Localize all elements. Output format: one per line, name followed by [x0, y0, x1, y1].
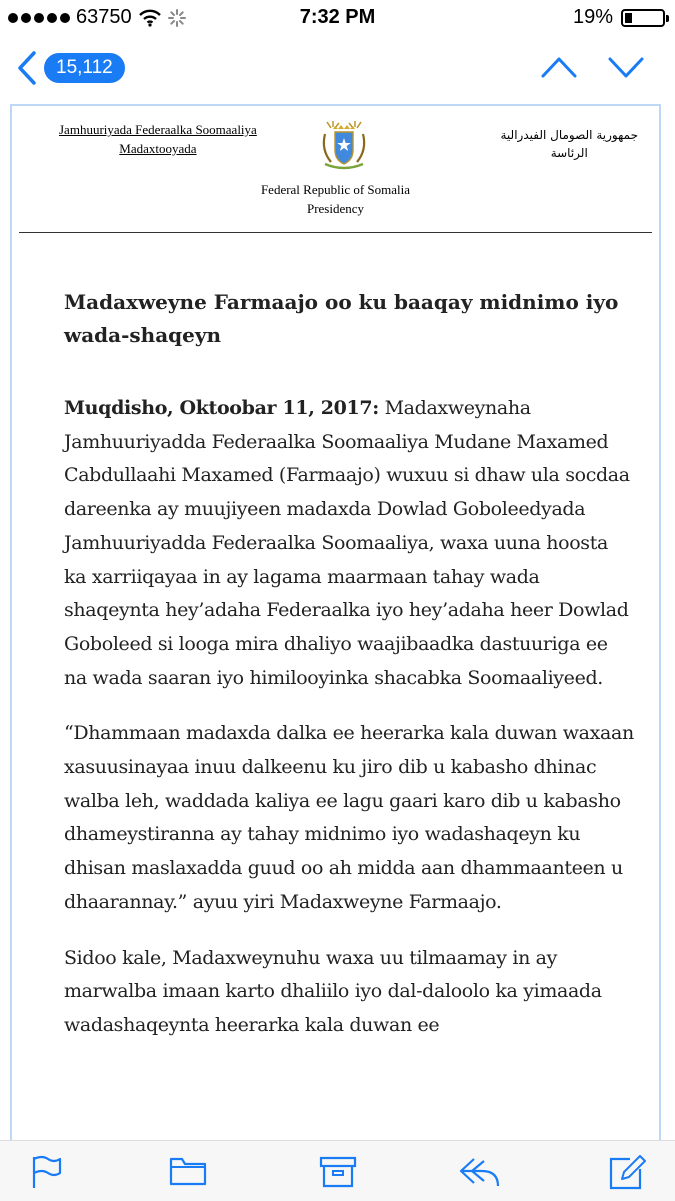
- letterhead-arabic-line2: الرئاسة: [550, 146, 588, 160]
- carrier-label: 63750: [76, 6, 132, 28]
- letterhead-arabic-line1: جمهورية الصومال الفيدرالية: [500, 128, 638, 142]
- article-paragraph: [64, 392, 634, 695]
- article-paragraph-quote: “Dhammaan madaxda dalka ee heerarka kala duwan waxaan xasuusinayaa inuu dalkeenu ku jiro dib u kabasho dhinac walba leh, waddada kaliya ee lagu gaari karo dib u kabasho dhameystiranna ay tahay midnimo iyo wadashaqeyn ku dhisan maslaxadda guud oo ah midda aan dhammaanteen u dhaarannay.” ayuu yiri Madaxweyne Farmaajo.: [64, 722, 634, 913]
- bottom-toolbar: [0, 1140, 675, 1201]
- paragraph-text: Madaxweynaha Jamhuuriyadda Federaalka Soomaaliya Mudane Maxamed Cabdullaahi Maxamed (Farmaajo) wuxuu si dhaw ula socdaa dareenka ay muujiyeen madaxda Dowlad Goboleedyada Jamhuuriyadda Federaalka Soomaaliya, waxa uuna hoosta ka xarriiqayaa in ay lagama maarmaan tahay wada shaqeynta hey’adaha Federaalka iyo hey’adaha heer Dowlad Goboleed si looga mira dhaliyo waajibaadka dastuuriga ee na wada saaran iyo himilooyinka shacabka Soomaaliyeed.: [64, 397, 630, 689]
- compose-icon[interactable]: [608, 1155, 646, 1191]
- clock: 7:32 PM: [299, 6, 376, 28]
- chevron-left-icon: [16, 50, 38, 86]
- unread-count-badge: 15,112: [44, 53, 125, 83]
- letterhead: [19, 106, 652, 233]
- letterhead-english: [19, 180, 652, 218]
- article-headline: Madaxweyne Farmaajo oo ku baaqay midnimo iyo wada-shaqeyn: [64, 290, 619, 347]
- somalia-coat-of-arms-icon: [317, 120, 371, 172]
- chevron-down-icon[interactable]: [607, 54, 645, 80]
- letterhead-somali-line1: Jamhuuriyada Federaalka Soomaaliya: [59, 122, 257, 137]
- folder-icon[interactable]: [168, 1155, 208, 1187]
- battery-level: [625, 13, 632, 23]
- letterhead-somali: [59, 120, 257, 158]
- dateline: Muqdisho, Oktoobar 11, 2017:: [64, 397, 379, 419]
- article-body: [64, 286, 634, 1065]
- battery-icon: [621, 9, 665, 27]
- mail-nav-bar: [0, 36, 675, 102]
- letterhead-english-line1: Federal Republic of Somalia: [260, 182, 411, 197]
- status-right: [573, 6, 665, 29]
- archive-icon[interactable]: [318, 1155, 358, 1189]
- status-bar: [0, 0, 675, 36]
- flag-icon[interactable]: [28, 1155, 64, 1189]
- letterhead-english-line2: Presidency: [306, 201, 365, 216]
- email-document[interactable]: [10, 104, 661, 1140]
- article-paragraph: Sidoo kale, Madaxweynuhu waxa uu tilmaamay in ay marwalba imaan karto dhaliilo iyo dal-daloolo ka yimaada wadashaqeynta heerarka kala duwan ee: [64, 946, 602, 1036]
- back-button[interactable]: [16, 50, 125, 86]
- chevron-up-icon[interactable]: [540, 54, 578, 80]
- letterhead-arabic: [500, 126, 638, 162]
- letterhead-somali-line2: Madaxtooyada: [119, 141, 197, 156]
- reply-icon[interactable]: [458, 1155, 502, 1189]
- battery-percent: 19%: [572, 6, 613, 28]
